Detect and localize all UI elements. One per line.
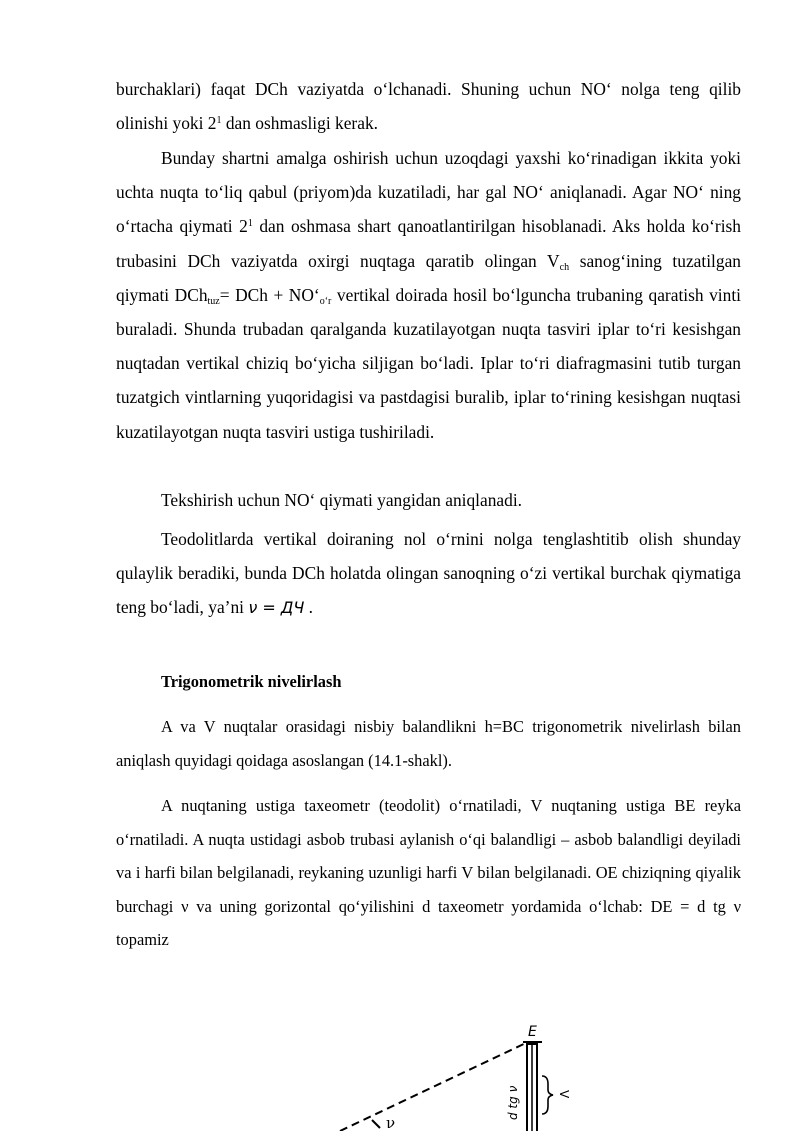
figure-14-1-partial	[330, 1020, 590, 1131]
paragraph-4	[116, 522, 741, 626]
p2-text-e: vertikal doirada hosil bo‘lguncha trubaning qaratish vinti buraladi. Shunda trubadan qaralganda kuzatilayotgan nuqta tasviri iplar to‘ri kesishgan nuqtadan vertikal chiziq bo‘yicha siljigan bo‘ladi. Iplar to‘ri diafragmasini tutib turgan tuzatgich vintlarning yuqoridagisi va pastdagisi buralib, iplar to‘rining kesishgan nuqtasi kuzatilayotgan nuqta tasviri ustiga tushiriladi.	[116, 284, 741, 442]
p4-text-b: .	[304, 597, 314, 618]
p1-superscript: 1	[216, 115, 222, 127]
p1-text-b: dan oshmasligi kerak.	[221, 113, 378, 134]
paragraph-6: A nuqtaning ustiga taxeometr (teodolit) o‘rnatiladi, V nuqtaning ustiga BE reyka o‘rnatiladi. A nuqta ustidagi asbob trubasi aylanish o‘qi balandligi – asbob balandligi deyiladi va i harfi bilan belgilanadi, reykaning uzunligi harfi V bilan belgilanadi. OE chiziqning qiyalik burchagi ν va uning gorizontal qo‘yilishini d taxeometr yordamida o‘lchab: DE = d tg ν topamiz	[116, 796, 741, 949]
p2-text-b: dan oshmasa shart qanoatlantirilgan hisoblanadi. Aks holda ko‘rish trubasini DCh vaziyatda oxirgi nuqtaga qaratib olingan V	[116, 216, 742, 271]
p4-text-a: Teodolitlarda vertikal doiraning nol o‘rnini nolga tenglashtitib olish shunday qulaylik beradiki, bunda DCh holatda olingan sanoqning o‘zi vertikal burchak qiymatiga teng bo‘ladi, ya’ni	[116, 529, 741, 618]
p2-text-a: Bunday shartni amalga oshirish uchun uzoqdagi yaxshi ko‘rinadigan ikkita yoki uchta nuqta to‘liq qabul (priyom)da kuzatiladi, har gal NO‘ aniqlanadi. Agar NO‘ ning o‘rtacha qiymati 2	[116, 148, 741, 237]
angle-arc-tick	[372, 1120, 380, 1128]
p1-text-a: burchaklari) faqat DCh vaziyatda o‘lchanadi. Shuning uchun NO‘ nolga teng qilib olinishi yoki 2	[116, 79, 741, 134]
section-heading: Trigonometrik nivelirlash	[161, 672, 342, 691]
p2-superscript: 1	[247, 218, 253, 230]
p2-subscript-ch: ch	[559, 261, 570, 273]
label-e: E	[528, 1024, 537, 1040]
brace-v	[542, 1076, 553, 1114]
p2-text-c: sanog‘ining tuzatilgan qiymati DCh	[116, 250, 741, 305]
paragraph-3: Tekshirish uchun NO‘ qiymati yangidan aniqlanadi.	[161, 490, 523, 510]
p2-subscript-or: o‘r	[319, 295, 332, 307]
paragraph-5: A va V nuqtalar orasidagi nisbiy balandlikni h=BC trigonometrik nivelirlash bilan aniqlash quyidagi qoidaga asoslangan (14.1-shakl).	[116, 717, 741, 770]
paragraph-2	[116, 141, 741, 449]
label-angle-nu: ν	[386, 1114, 396, 1131]
paragraph-1	[116, 72, 741, 140]
p2-text-d: = DCh + NO‘	[219, 284, 320, 305]
p2-subscript-tuz: tuz	[207, 295, 220, 307]
label-d-tg-v: d tg ν	[506, 1085, 520, 1120]
sight-line-dashed	[340, 1042, 528, 1131]
formula-v-equals-dch: ν = ДЧ	[248, 598, 305, 618]
label-v: V	[557, 1090, 571, 1099]
